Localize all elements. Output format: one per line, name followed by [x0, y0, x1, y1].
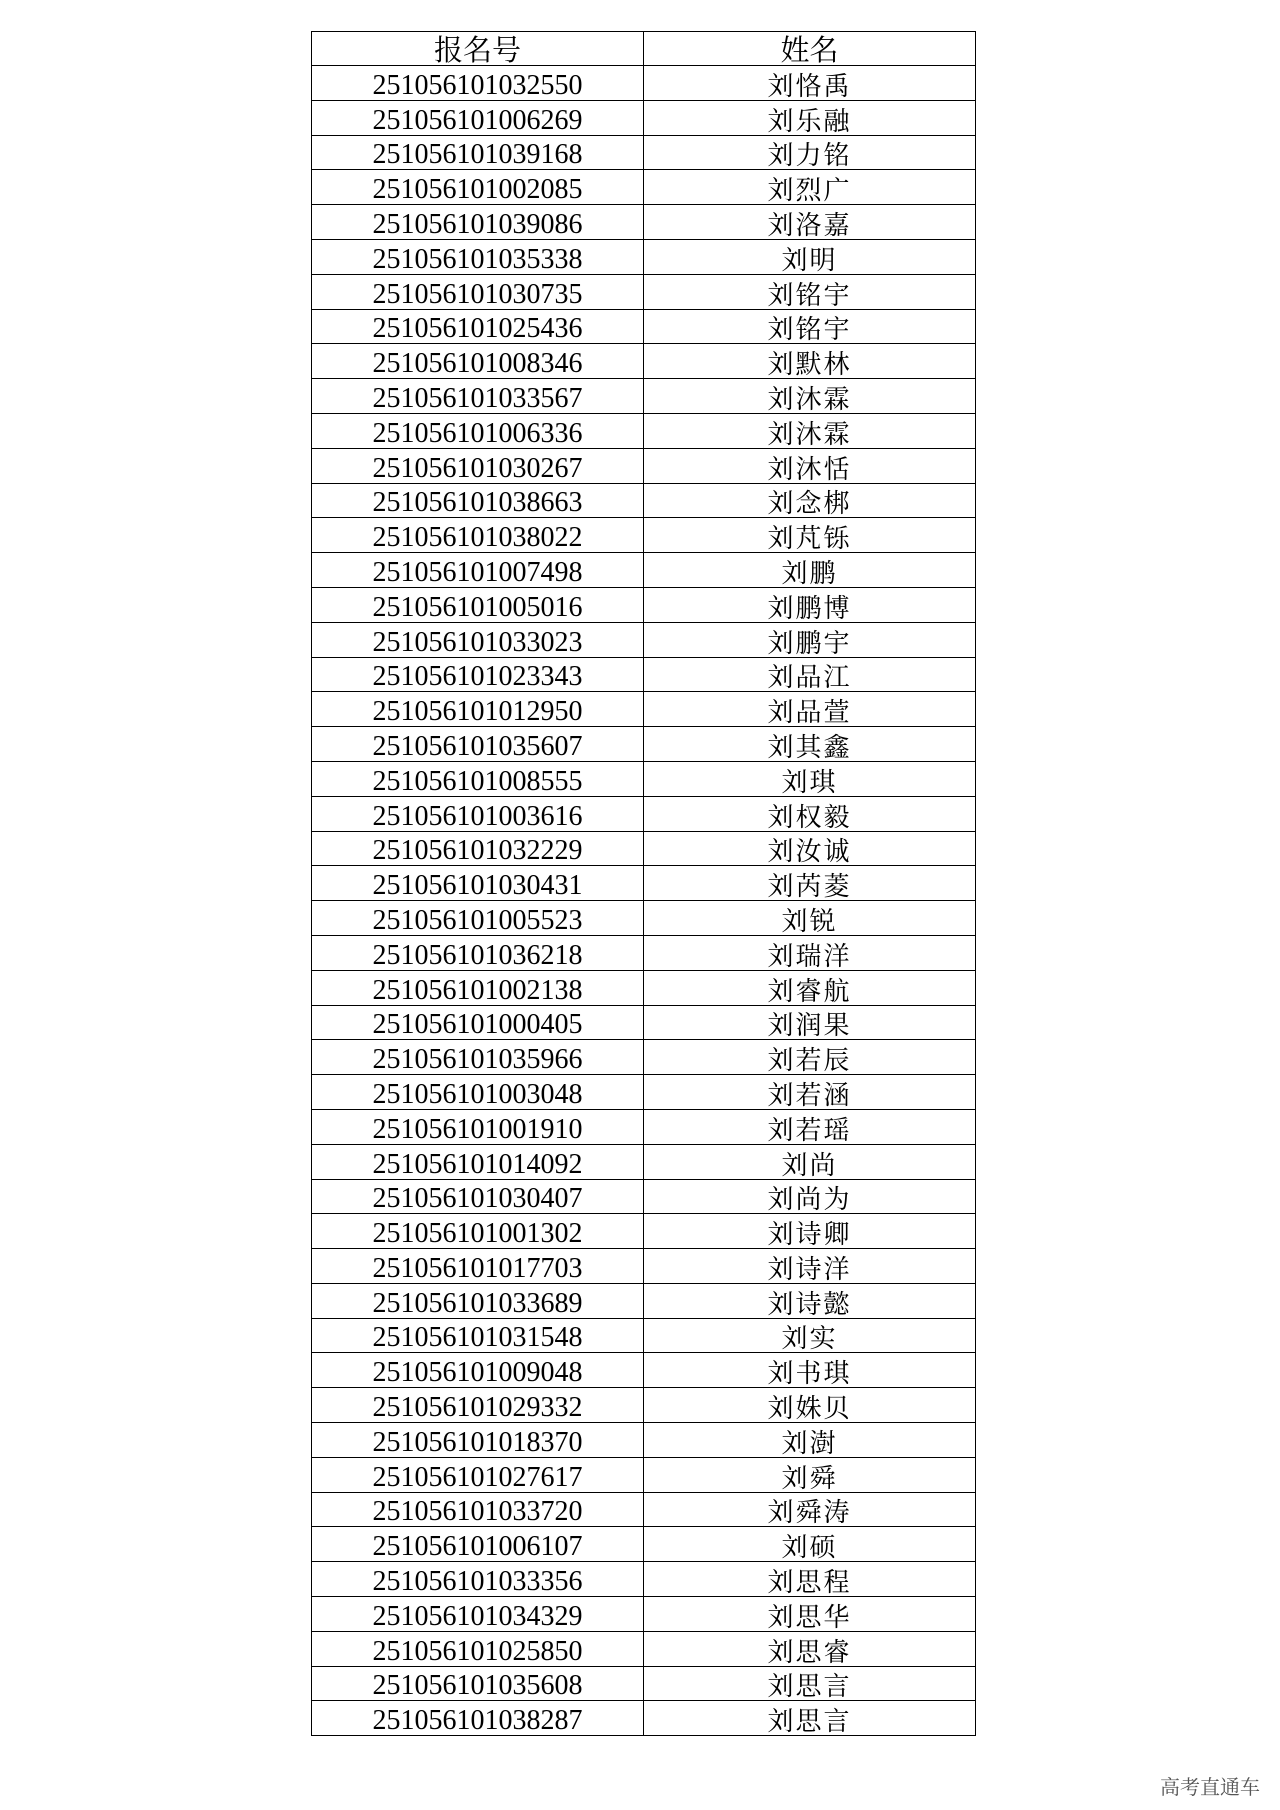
- table-row: [312, 1179, 976, 1214]
- name-cell: 刘念梆: [644, 483, 976, 518]
- table-row: [312, 622, 976, 657]
- name-cell: 刘诗懿: [644, 1283, 976, 1318]
- name-cell: 刘舜: [644, 1457, 976, 1492]
- table-row: [312, 1597, 976, 1632]
- table-row: [312, 1318, 976, 1353]
- table-row: [312, 1666, 976, 1701]
- name-cell: 刘乐融: [644, 100, 976, 135]
- watermark-text: 高考直通车: [1160, 1775, 1260, 1799]
- name-cell: 刘尚为: [644, 1179, 976, 1214]
- registration-number-cell: 251056101033567: [312, 379, 644, 414]
- name-cell: 刘若瑶: [644, 1109, 976, 1144]
- name-cell: 刘若涵: [644, 1075, 976, 1110]
- name-cell: 刘诗卿: [644, 1214, 976, 1249]
- name-cell: 刘芃铄: [644, 518, 976, 553]
- name-cell: 刘琪: [644, 761, 976, 796]
- registration-number-cell: 251056101001302: [312, 1214, 644, 1249]
- name-cell: 刘默林: [644, 344, 976, 379]
- name-cell: 刘澍: [644, 1423, 976, 1458]
- name-cell: 刘思程: [644, 1562, 976, 1597]
- name-cell: 刘鹏博: [644, 587, 976, 622]
- table-row: [312, 1562, 976, 1597]
- registration-number-cell: 251056101002085: [312, 170, 644, 205]
- name-cell: 刘书琪: [644, 1353, 976, 1388]
- name-cell: 刘汝诚: [644, 831, 976, 866]
- registration-number-cell: 251056101005523: [312, 901, 644, 936]
- name-cell: 刘力铭: [644, 135, 976, 170]
- name-cell: 刘洛嘉: [644, 205, 976, 240]
- table-row: [312, 970, 976, 1005]
- registration-number-cell: 251056101039168: [312, 135, 644, 170]
- name-cell: 刘尚: [644, 1144, 976, 1179]
- name-cell: 刘铭宇: [644, 274, 976, 309]
- table-row: [312, 448, 976, 483]
- registration-number-cell: 251056101033689: [312, 1283, 644, 1318]
- registration-number-cell: 251056101017703: [312, 1249, 644, 1284]
- table-row: [312, 935, 976, 970]
- table-row: [312, 727, 976, 762]
- registration-number-cell: 251056101012950: [312, 692, 644, 727]
- registration-number-cell: 251056101014092: [312, 1144, 644, 1179]
- registration-number-cell: 251056101007498: [312, 553, 644, 588]
- table-row: [312, 553, 976, 588]
- table-body: [312, 66, 976, 1736]
- column-header-registration-number: 报名号: [312, 32, 644, 66]
- table-row: [312, 518, 976, 553]
- name-cell: 刘姝贝: [644, 1388, 976, 1423]
- registration-number-cell: 251056101005016: [312, 587, 644, 622]
- table-row: [312, 205, 976, 240]
- name-cell: 刘鹏宇: [644, 622, 976, 657]
- table-row: [312, 1701, 976, 1736]
- table-row: [312, 1492, 976, 1527]
- table-row: [312, 170, 976, 205]
- registration-number-cell: 251056101008555: [312, 761, 644, 796]
- name-cell: 刘思睿: [644, 1631, 976, 1666]
- name-cell: 刘实: [644, 1318, 976, 1353]
- table-row: [312, 344, 976, 379]
- registration-number-cell: 251056101034329: [312, 1597, 644, 1632]
- table-row: [312, 901, 976, 936]
- registration-number-cell: 251056101038022: [312, 518, 644, 553]
- table-row: [312, 1144, 976, 1179]
- registration-number-cell: 251056101009048: [312, 1353, 644, 1388]
- registration-number-cell: 251056101035607: [312, 727, 644, 762]
- name-cell: 刘睿航: [644, 970, 976, 1005]
- table-row: [312, 1353, 976, 1388]
- table-row: [312, 1423, 976, 1458]
- table-row: [312, 1631, 976, 1666]
- name-cell: 刘诗洋: [644, 1249, 976, 1284]
- table-row: [312, 831, 976, 866]
- name-cell: 刘芮菱: [644, 866, 976, 901]
- table-header-row: [312, 32, 976, 66]
- registration-number-cell: 251056101033023: [312, 622, 644, 657]
- table-row: [312, 239, 976, 274]
- registration-number-cell: 251056101030431: [312, 866, 644, 901]
- name-cell: 刘若辰: [644, 1040, 976, 1075]
- table-row: [312, 135, 976, 170]
- table-row: [312, 1005, 976, 1040]
- registration-number-cell: 251056101018370: [312, 1423, 644, 1458]
- name-cell: 刘明: [644, 239, 976, 274]
- table-row: [312, 761, 976, 796]
- name-cell: 刘舜涛: [644, 1492, 976, 1527]
- registration-number-cell: 251056101030735: [312, 274, 644, 309]
- registration-number-cell: 251056101030267: [312, 448, 644, 483]
- registration-number-cell: 251056101032229: [312, 831, 644, 866]
- table-row: [312, 1075, 976, 1110]
- name-cell: 刘沐霖: [644, 379, 976, 414]
- name-cell: 刘沐霖: [644, 413, 976, 448]
- table-row: [312, 1109, 976, 1144]
- column-header-name: 姓名: [644, 32, 976, 66]
- name-cell: 刘瑞洋: [644, 935, 976, 970]
- registration-number-cell: 251056101036218: [312, 935, 644, 970]
- registration-number-cell: 251056101006336: [312, 413, 644, 448]
- name-cell: 刘硕: [644, 1527, 976, 1562]
- table-row: [312, 1040, 976, 1075]
- registration-number-cell: 251056101039086: [312, 205, 644, 240]
- name-cell: 刘沐恬: [644, 448, 976, 483]
- registration-number-cell: 251056101002138: [312, 970, 644, 1005]
- name-cell: 刘锐: [644, 901, 976, 936]
- table-row: [312, 1527, 976, 1562]
- name-cell: 刘润果: [644, 1005, 976, 1040]
- registration-number-cell: 251056101031548: [312, 1318, 644, 1353]
- table-row: [312, 1214, 976, 1249]
- registration-number-cell: 251056101000405: [312, 1005, 644, 1040]
- table-row: [312, 1457, 976, 1492]
- registration-number-cell: 251056101006107: [312, 1527, 644, 1562]
- registration-number-cell: 251056101033720: [312, 1492, 644, 1527]
- table-row: [312, 309, 976, 344]
- table-row: [312, 1249, 976, 1284]
- name-cell: 刘品江: [644, 657, 976, 692]
- name-cell: 刘铭宇: [644, 309, 976, 344]
- registration-number-cell: 251056101025436: [312, 309, 644, 344]
- registration-number-cell: 251056101038287: [312, 1701, 644, 1736]
- name-cell: 刘鹏: [644, 553, 976, 588]
- table-row: [312, 100, 976, 135]
- table-row: [312, 866, 976, 901]
- registration-number-cell: 251056101006269: [312, 100, 644, 135]
- registration-number-cell: 251056101029332: [312, 1388, 644, 1423]
- name-cell: 刘思言: [644, 1666, 976, 1701]
- table-row: [312, 1388, 976, 1423]
- table-row: [312, 587, 976, 622]
- registration-number-cell: 251056101025850: [312, 1631, 644, 1666]
- registration-number-cell: 251056101033356: [312, 1562, 644, 1597]
- registration-number-cell: 251056101038663: [312, 483, 644, 518]
- registration-number-cell: 251056101035608: [312, 1666, 644, 1701]
- table-row: [312, 1283, 976, 1318]
- registration-number-cell: 251056101035338: [312, 239, 644, 274]
- name-cell: 刘烈广: [644, 170, 976, 205]
- table-row: [312, 483, 976, 518]
- name-cell: 刘权毅: [644, 796, 976, 831]
- registration-number-cell: 251056101032550: [312, 66, 644, 101]
- registration-table: [311, 31, 976, 1736]
- name-cell: 刘思言: [644, 1701, 976, 1736]
- table-row: [312, 66, 976, 101]
- name-cell: 刘恪禹: [644, 66, 976, 101]
- table-row: [312, 796, 976, 831]
- table-row: [312, 379, 976, 414]
- name-cell: 刘品萱: [644, 692, 976, 727]
- registration-number-cell: 251056101027617: [312, 1457, 644, 1492]
- registration-number-cell: 251056101030407: [312, 1179, 644, 1214]
- registration-number-cell: 251056101023343: [312, 657, 644, 692]
- table-row: [312, 413, 976, 448]
- table-row: [312, 274, 976, 309]
- registration-number-cell: 251056101008346: [312, 344, 644, 379]
- registration-number-cell: 251056101001910: [312, 1109, 644, 1144]
- registration-number-cell: 251056101003616: [312, 796, 644, 831]
- name-cell: 刘其鑫: [644, 727, 976, 762]
- table-row: [312, 657, 976, 692]
- name-cell: 刘思华: [644, 1597, 976, 1632]
- registration-number-cell: 251056101035966: [312, 1040, 644, 1075]
- table-row: [312, 692, 976, 727]
- registration-number-cell: 251056101003048: [312, 1075, 644, 1110]
